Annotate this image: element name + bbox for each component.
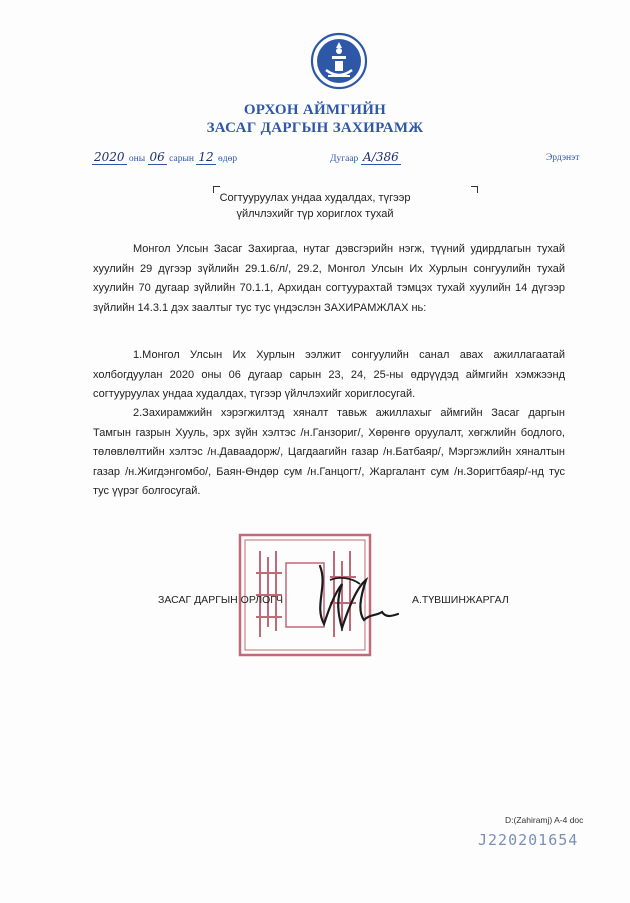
date-day-suffix: өдөр [217, 154, 238, 164]
date-day: 12 [198, 150, 214, 164]
doc-reference: D:(Zahiramj) A-4 doc [505, 815, 584, 825]
subject [150, 190, 480, 222]
org-title: ОРХОН АЙМГИЙН [243, 102, 387, 118]
meta-row [0, 150, 630, 170]
subject-line2: үйлчлэхийг түр хориглох тухай [236, 208, 394, 220]
paragraph-item-2: 2.Захирамжийн хэрэгжилтэд хяналт тавьж ажиллахыг аймгийн Засаг даргын Тамгын газрын Хууль, эрх зүйн хэлтэс /н.Ганзориг/, Хөрөнгө оруулалт, хөгжлийн бодлого, төлөвлөлтийн хэлтэс /н.Даваадорж/, Цагдаагийн газар /н.Батбаяр/, Мэргэжлийн хяналтын газар /н.Жигдэнгомбо/, Баян-Өндөр сум /н.Ганцогт/, Жаргалант сум /н.Зоригтбаяр/-нд тус тус үүрэг болгосугай. [93, 407, 565, 497]
number-block [330, 150, 401, 164]
serial-number: J220201654 [478, 831, 579, 849]
date-block [92, 150, 237, 164]
paragraph-item-1: 1.Монгол Улсын Их Хурлын ээлжит сонгуулийн санал авах ажиллагаатай холбогдуулан 2020 оны 06 дугаар сарын 23, 24, 25-ны өдрүүдэд аймгийн хэмжээнд согтууруулах ундаа худалдах, түгээр үйлчлэхийг хориглосугай. [93, 349, 565, 400]
state-emblem-icon [310, 30, 368, 92]
number-value: А/386 [362, 150, 399, 164]
place: Эрдэнэт [546, 153, 580, 163]
subject-line1: Согтууруулах ундаа худалдах, түгээр [219, 192, 411, 204]
date-month-suffix: сарын [169, 154, 194, 164]
date-month: 06 [149, 150, 165, 164]
date-year: 2020 [94, 150, 125, 164]
signer-role: ЗАСАГ ДАРГЫН ОРЛОГЧ [158, 594, 283, 606]
signer-name: А.ТҮВШИНЖАРГАЛ [412, 594, 509, 606]
decree-title: ЗАСАГ ДАРГЫН ЗАХИРАМЖ [206, 120, 424, 136]
paragraph-basis: Монгол Улсын Засаг Захиргаа, нутаг дэвсгэрийн нэгж, түүний удирдлагын тухай хуулийн 29 дүгээр зүйлийн 29.1.6/л/, 29.2, Монгол Улсын Их Хурлын сонгуулийн тухай хуулийн 70 дугаар зүйлийн 70.1.1, Архидан согтуурахтай тэмцэх тухай хуулийн 14 дүгээр зүйлийн 14.3.1 дэх заалтыг тус тус үндэслэн ЗАХИРАМЖЛАХ нь: [93, 243, 565, 314]
handwritten-signature-icon [300, 556, 410, 636]
date-year-suffix: оны [128, 154, 146, 164]
number-label: Дугаар [330, 154, 359, 164]
